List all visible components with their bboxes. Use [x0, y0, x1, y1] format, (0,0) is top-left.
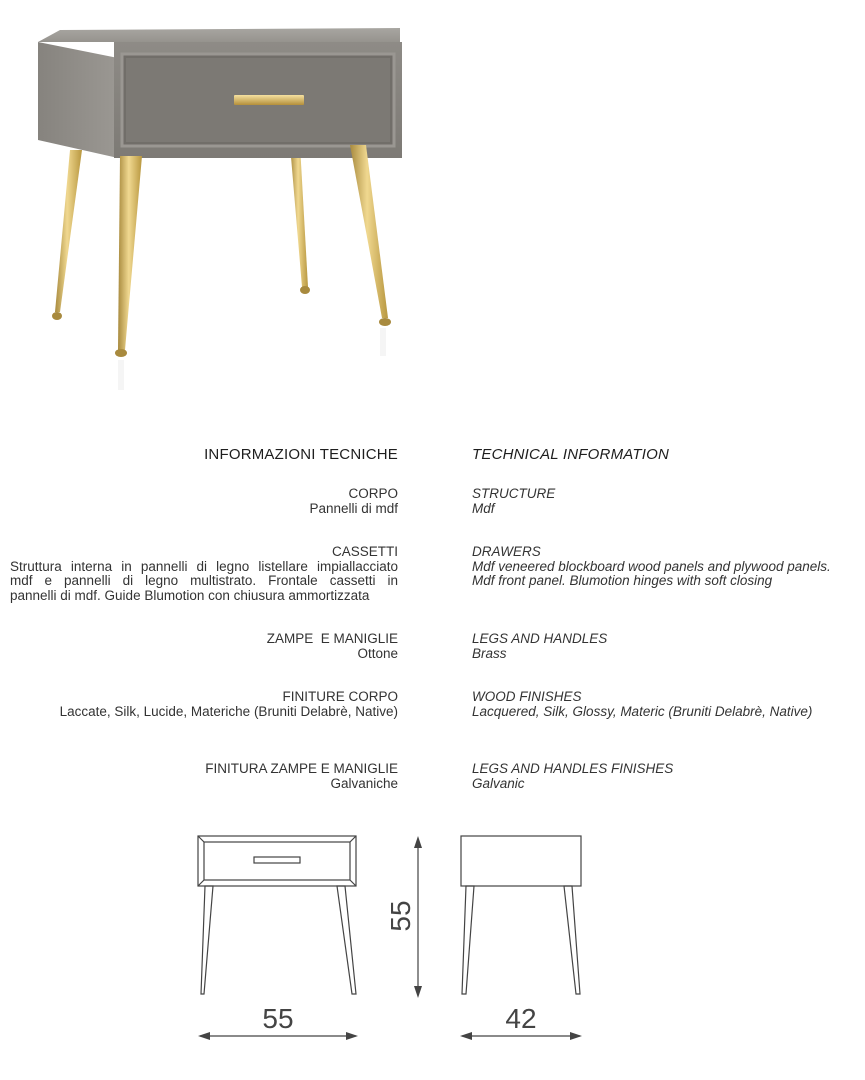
- leg-back-left: [55, 150, 82, 312]
- value-structure: Mdf: [472, 500, 495, 516]
- leg-front-right: [350, 145, 388, 318]
- value-cassetti-line-3: pannelli di mdf. Guide Blumotion con chiusura ammortizzata: [10, 587, 370, 603]
- dim-width: 55: [262, 1003, 294, 1034]
- value-cassetti-line-2: mdf e pannelli di legno multistrato. Frontale cassetti in: [10, 573, 398, 588]
- section-en-structure: [472, 487, 857, 516]
- label-cassetti: CASSETTI: [331, 544, 398, 559]
- section-en-finishes: [472, 690, 857, 719]
- label-finiture: FINITURE CORPO: [282, 689, 398, 704]
- value-corpo: Pannelli di mdf: [309, 500, 398, 516]
- value-finishes: Lacquered, Silk, Glossy, Materic (Bruniti Delabrè, Native): [472, 703, 813, 719]
- product-photo: [0, 0, 420, 400]
- label-corpo: CORPO: [348, 486, 398, 501]
- section-en-legs-finishes: [472, 762, 857, 791]
- value-legs: Brass: [472, 645, 507, 661]
- drawer-handle: [234, 95, 304, 105]
- side-view: [461, 836, 581, 994]
- heading-en: TECHNICAL INFORMATION: [472, 446, 669, 463]
- value-legs-finishes: Galvanic: [472, 775, 525, 791]
- technical-drawing: [0, 820, 865, 1080]
- label-drawers: DRAWERS: [472, 544, 541, 559]
- section-it-finiture: [10, 690, 398, 719]
- value-drawers-line-2: Mdf front panel. Blumotion hinges with soft closing: [472, 573, 773, 588]
- leg-front-left: [118, 156, 142, 350]
- label-legs-finishes: LEGS AND HANDLES FINISHES: [472, 761, 674, 776]
- heading-it: INFORMAZIONI TECNICHE: [204, 446, 398, 463]
- front-view: [198, 836, 356, 994]
- label-structure: STRUCTURE: [472, 486, 556, 501]
- top-surface: [38, 28, 400, 42]
- section-it-zampe: [10, 632, 398, 661]
- value-drawers-line-1: Mdf veneered blockboard wood panels and plywood panels.: [472, 558, 831, 574]
- section-en-legs: [472, 632, 857, 661]
- label-zampe: ZAMPE E MANIGLIE: [266, 631, 398, 646]
- value-finitura-zampe: Galvaniche: [330, 775, 398, 791]
- label-finitura-zampe: FINITURA ZAMPE E MANIGLIE: [205, 761, 398, 776]
- value-cassetti-line-1: Struttura interna in pannelli di legno listellare impiallacciato: [10, 558, 398, 574]
- section-en-drawers: [472, 545, 857, 589]
- section-it-corpo: [10, 487, 398, 516]
- section-it-finitura-zampe: [10, 762, 398, 791]
- value-zampe: Ottone: [357, 645, 398, 661]
- leg-back-right: [290, 145, 308, 287]
- dim-height: 55: [385, 900, 416, 932]
- section-it-cassetti: [10, 545, 398, 603]
- value-finiture: Laccate, Silk, Lucide, Materiche (Bruniti Delabrè, Native): [59, 703, 398, 719]
- dim-depth: 42: [505, 1003, 537, 1034]
- label-finishes: WOOD FINISHES: [472, 689, 582, 704]
- label-legs: LEGS AND HANDLES: [472, 631, 608, 646]
